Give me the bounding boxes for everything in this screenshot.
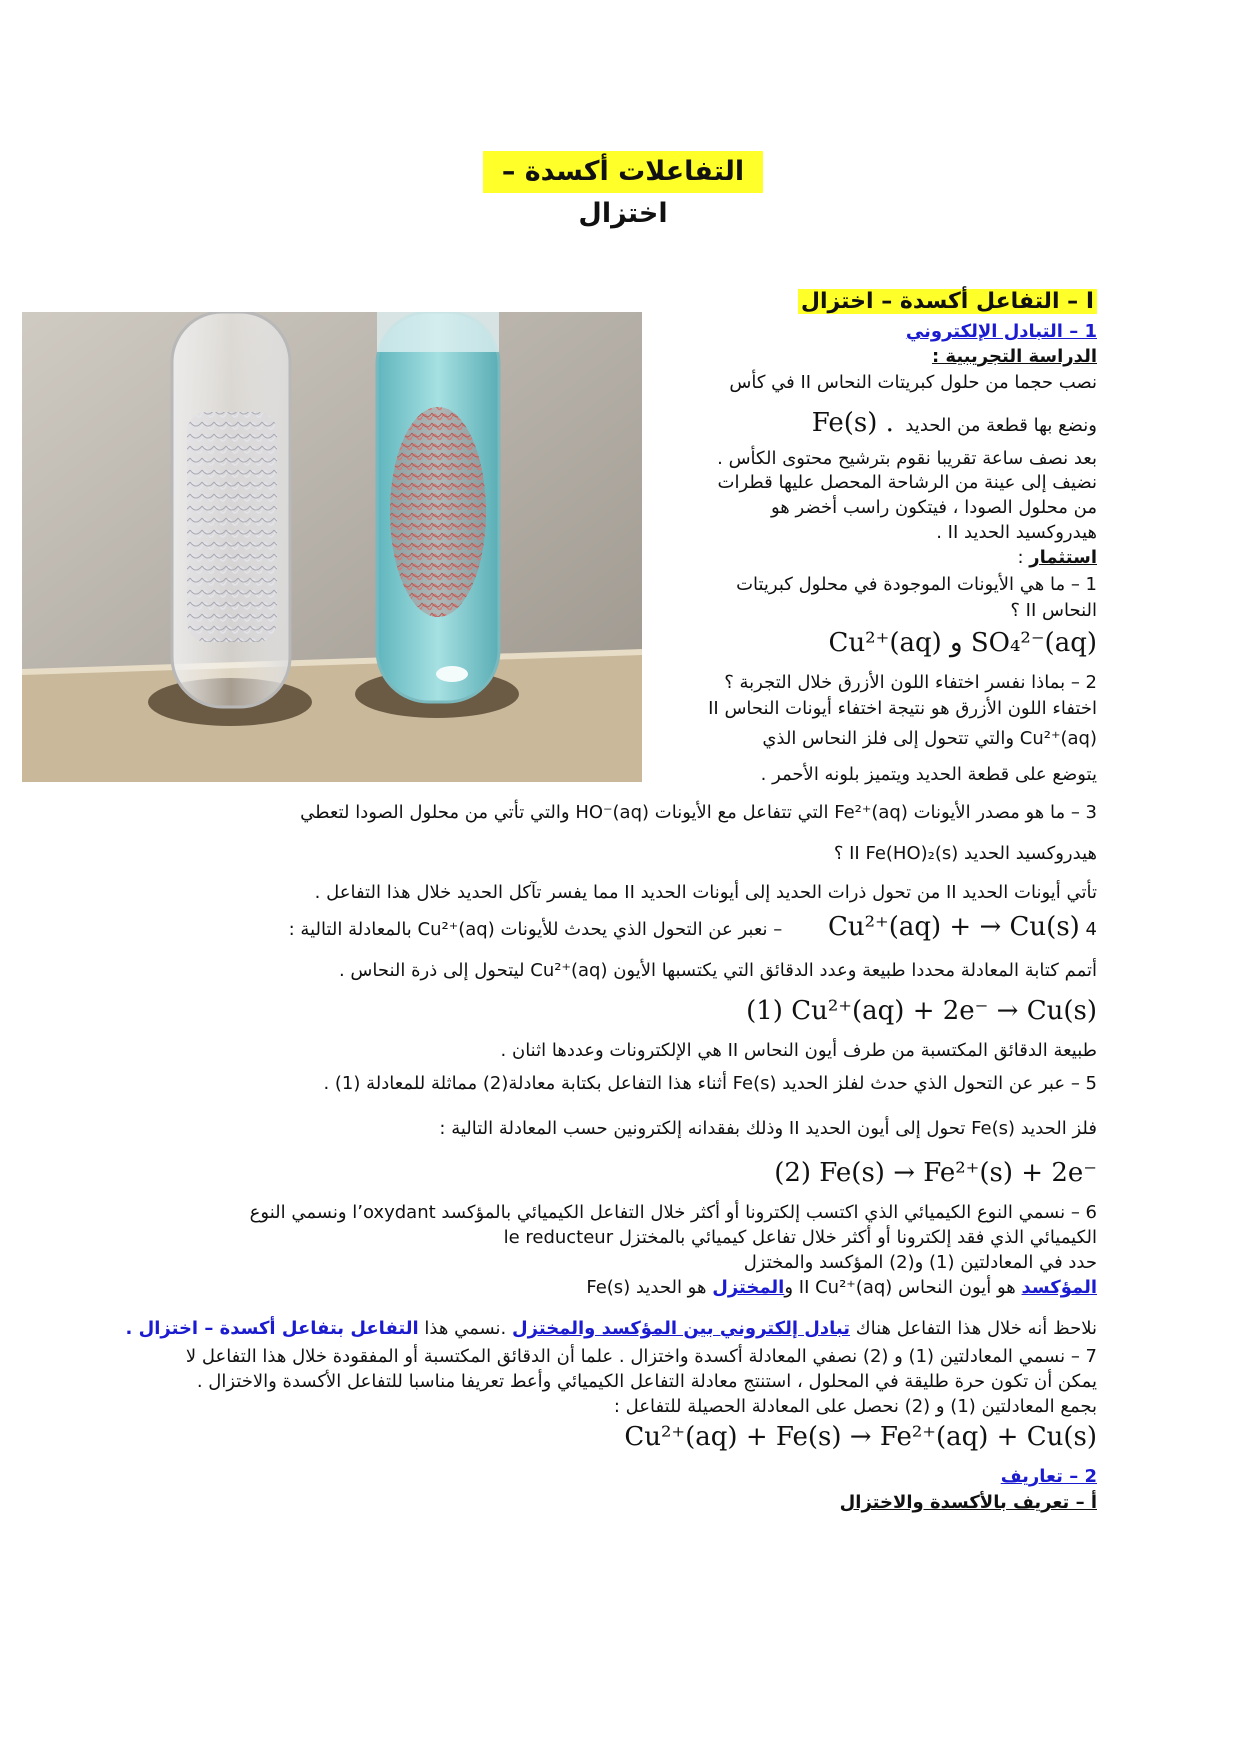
answer-5: فلز الحديد Fe(s) تحول إلى أيون الحديد II وذلك بفقدانه إلكترونين حسب المعادلة التالية : [439, 1118, 1097, 1139]
answer-3: تأتي أيونات الحديد II من تحول ذرات الحديد إلى أيونات الحديد II مما يفسر تآكل الحديد خلال هذا التفاعل . [314, 882, 1097, 903]
question-1-line-1: 1 – ما هي الأيونات الموجودة في محلول كبريتات [736, 574, 1097, 595]
question-7-line-2: يمكن أن تكون حرة طليقة في المحلول ، استنتج معادلة التفاعل الكيميائي وأعط تعريفا مناسبا للتفاعل الأكسدة والاختزال . [196, 1371, 1097, 1392]
question-1-line-2: النحاس II ؟ [1010, 600, 1097, 621]
question-6-line-3: حدد في المعادلتين (1) و(2) المؤكسد والمختزل [743, 1252, 1097, 1273]
equation-total: Cu²⁺(aq) + Fe(s) → Fe²⁺(aq) + Cu(s) [624, 1422, 1097, 1452]
subheading-definition-redox: أ – تعريف بالأكسدة والاختزال [839, 1492, 1097, 1513]
question-6-line-2: الكيميائي الذي فقد إلكترونا أو أكثر خلال تفاعل كيميائي بالمختزل le reducteur [503, 1227, 1097, 1248]
question-7-line-3: بجمع المعادلتين (1) و (2) نحصل على المعادلة الحصيلة للتفاعل : [613, 1396, 1097, 1417]
question-6-line-1: 6 – نسمي النوع الكيميائي الذي اكتسب إلكترونا أو أكثر خلال التفاعل الكيميائي بالمؤكسد l’oxydant ونسمي النوع [249, 1202, 1097, 1223]
test-tubes-photo [22, 312, 642, 782]
subheading-definitions: 2 – تعاريف [1000, 1466, 1097, 1487]
section-heading: I – التفاعل أكسدة – اختزال [798, 289, 1097, 314]
question-4: Cu²⁺(aq) + → Cu(s) 4 – نعبر عن التحول الذي يحدث للأيونات Cu²⁺(aq) بالمعادلة التالية : [288, 912, 1097, 942]
exp-line-5: من محلول الصودا ، فيتكون راسب أخضر هو [770, 497, 1097, 518]
question-5: 5 – عبر عن التحول الذي حدث لفلز الحديد Fe(s) أثناء هذا التفاعل بكتابة معادلة(2) مماثلة للمعادلة (1) . [323, 1073, 1097, 1094]
answer-4: طبيعة الدقائق المكتسبة من طرف أيون النحاس II هي الإلكترونات وعددها اثنان . [500, 1040, 1097, 1061]
equation-1: (1) Cu²⁺(aq) + 2e⁻ → Cu(s) [746, 996, 1097, 1026]
answer-6: المؤكسد هو أيون النحاس II Cu²⁺(aq) والمختزل هو الحديد Fe(s) [586, 1277, 1097, 1298]
exp-line-2: ونضع بها قطعة من الحديد Fe(s) . [811, 408, 1097, 438]
page-title: التفاعلات أكسدة – اختزال [483, 151, 763, 193]
answer-1-ions: Cu²⁺(aq) و SO₄²⁻(aq) [828, 628, 1097, 658]
exp-line-4: نضيف إلى عينة من الرشاحة المحصل عليها قطرات [717, 472, 1097, 493]
test-tubes-illustration [22, 312, 642, 782]
subheading-electron-exchange: 1 – التبادل الإلكتروني [905, 321, 1097, 342]
answer-2-line-3: يتوضع على قطعة الحديد ويتميز بلونه الأحمر . [760, 764, 1097, 785]
exp-line-3: بعد نصف ساعة تقريبا نقوم بترشيح محتوى الكأس . [717, 448, 1097, 469]
question-7-line-1: 7 – نسمي المعادلتين (1) و (2) نصفي المعادلة أكسدة واختزال . علما أن الدقائق المكتسبة أو المفقودة خلال هذا التفاعل لا [185, 1346, 1097, 1367]
question-4b: أتمم كتابة المعادلة محددا طبيعة وعدد الدقائق التي يكتسبها الأيون Cu²⁺(aq) ليتحول إلى ذرة النحاس . [338, 960, 1097, 981]
equation-2: (2) Fe(s) → Fe²⁺(s) + 2e⁻ [774, 1158, 1097, 1188]
question-3-line-1: 3 – ما هو مصدر الأيونات Fe²⁺(aq) التي تتفاعل مع الأيونات HO⁻(aq) والتي تأتي من محلول الصودا لتعطي [300, 802, 1097, 823]
exp-line-6: هيدروكسيد الحديد II . [936, 522, 1097, 543]
answer-2-line-1: اختفاء اللون الأزرق هو نتيجة اختفاء أيونات النحاس II [708, 698, 1097, 719]
note-line: نلاحظ أنه خلال هذا التفاعل هناك تبادل إلكتروني بين المؤكسد والمختزل .نسمي هذا التفاعل بتفاعل أكسدة – اختزال . [125, 1318, 1097, 1339]
exp-line-1: نصب حجما من حلول كبريتات النحاس II في كأس [729, 372, 1097, 393]
question-2: 2 – بماذا نفسر اختفاء اللون الأزرق خلال التجربة ؟ [724, 672, 1097, 693]
question-3-line-2: هيدروكسيد الحديد II Fe(HO)₂(s) ؟ [833, 843, 1097, 864]
exploit-label: استثمار : [1017, 547, 1097, 568]
experiment-label: الدراسة التجريبية : [931, 346, 1097, 367]
answer-2-line-2: Cu²⁺(aq) والتي تتحول إلى فلز النحاس الذي [762, 728, 1097, 749]
